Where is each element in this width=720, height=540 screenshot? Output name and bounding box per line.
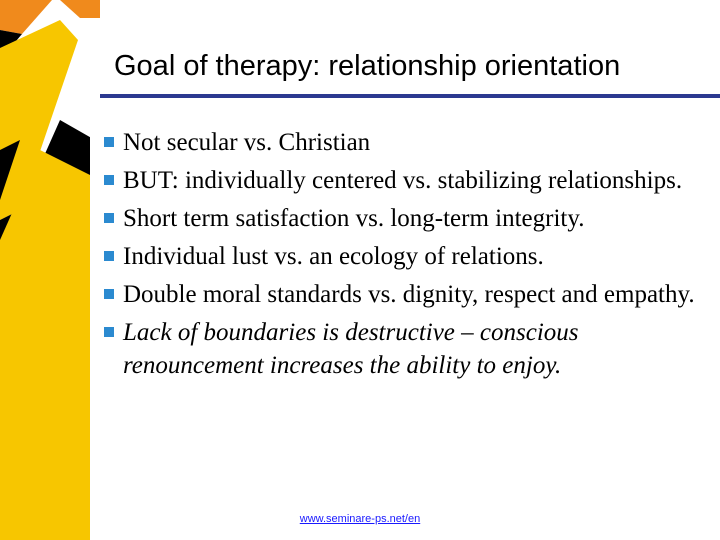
bullet-item bbox=[104, 126, 704, 159]
bullet-item bbox=[104, 278, 704, 311]
bullet-item bbox=[104, 316, 704, 382]
bullet-text: Double moral standards vs. dignity, respect and empathy. bbox=[123, 281, 695, 308]
square-bullet-icon bbox=[104, 327, 114, 337]
square-bullet-icon bbox=[104, 175, 114, 185]
bullet-text: Lack of boundaries is destructive – conscious renouncement increases the ability to enjoy. bbox=[123, 319, 579, 379]
bullet-text: Individual lust vs. an ecology of relations. bbox=[123, 243, 544, 270]
square-bullet-icon bbox=[104, 213, 114, 223]
bullet-item bbox=[104, 202, 704, 235]
square-bullet-icon bbox=[104, 137, 114, 147]
bullet-text: Not secular vs. Christian bbox=[123, 129, 371, 156]
bullet-text: BUT: individually centered vs. stabilizing relationships. bbox=[123, 167, 683, 194]
footer-website-link[interactable]: www.seminare-ps.net/en bbox=[299, 513, 421, 525]
bullet-list bbox=[104, 126, 704, 387]
orange-corner-shape bbox=[60, 0, 100, 18]
bullet-item bbox=[104, 164, 704, 197]
bullet-item bbox=[104, 240, 704, 273]
slide-title: Goal of therapy: relationship orientation bbox=[114, 50, 621, 82]
square-bullet-icon bbox=[104, 289, 114, 299]
square-bullet-icon bbox=[104, 251, 114, 261]
decorative-side-graphic bbox=[0, 0, 110, 540]
bullet-text: Short term satisfaction vs. long-term integrity. bbox=[123, 205, 585, 232]
title-underline-rule bbox=[100, 94, 720, 98]
